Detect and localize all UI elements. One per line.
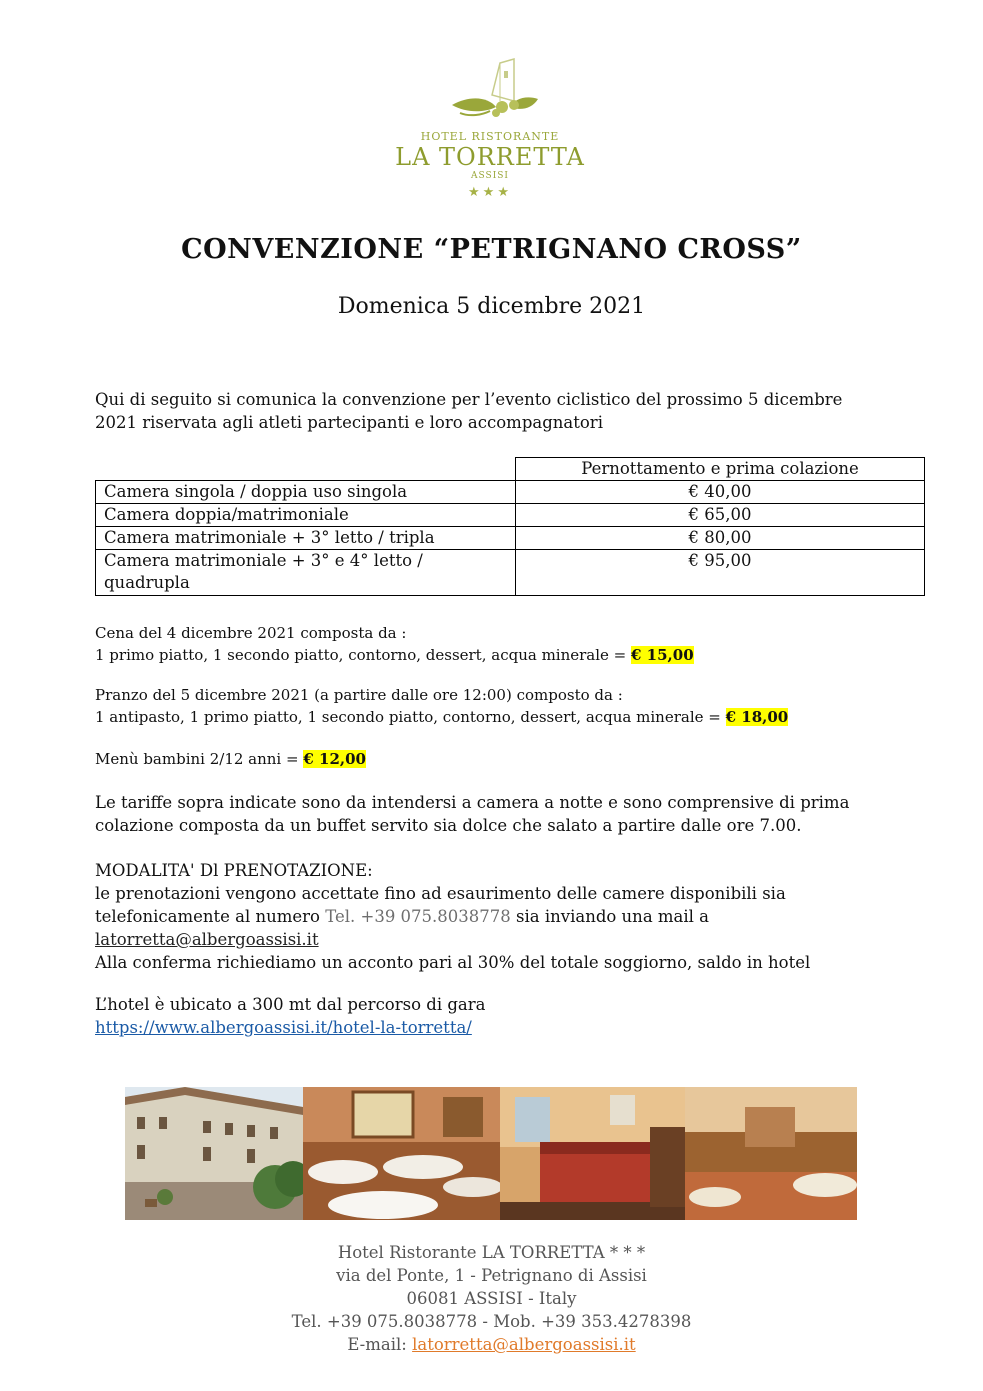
room-type-cell [96, 550, 516, 596]
location-section [95, 993, 925, 1039]
dinner-price: € 15,00 [631, 646, 694, 664]
footer-city: 06081 ASSISI - Italy [406, 1289, 577, 1308]
room-type-cell: Camera singola / doppia uso singola [96, 481, 516, 504]
booking-line [95, 905, 925, 928]
tower-icon [492, 59, 514, 101]
logo-la-torretta: LA TORRETTA [395, 143, 585, 171]
hotel-room-photo [500, 1087, 685, 1220]
footer-phones: Tel. +39 075.8038778 - Mob. +39 353.4278398 [291, 1312, 692, 1331]
lunch-heading: Pranzo del 5 dicembre 2021 (a partire dalle ore 12:00) composto da : [95, 686, 623, 704]
logo-stars: ★★★ [468, 185, 512, 200]
dinner-menu [95, 644, 915, 666]
lobby-photo [685, 1087, 857, 1220]
dinner-menu-text: 1 primo piatto, 1 secondo piatto, contorno, dessert, acqua minerale = [95, 646, 632, 664]
lunch-offer [95, 684, 915, 728]
location-text: L’hotel è ubicato a 300 mt dal percorso di gara [95, 995, 486, 1014]
kids-menu [95, 748, 695, 770]
booking-text: telefonicamente al numero [95, 907, 326, 926]
intro-paragraph [95, 388, 895, 434]
room-price-cell: € 40,00 [516, 481, 925, 504]
table-header-cell: Pernottamento e prima colazione [516, 458, 925, 481]
logo-assisi: ASSISI [471, 171, 509, 181]
room-price-cell: € 95,00 [516, 550, 925, 596]
kids-menu-price: € 12,00 [303, 750, 366, 768]
rates-note-line: colazione composta da un buffet servito sia dolce che salato a partire dalle ore 7.00. [95, 816, 802, 835]
table-row [96, 504, 925, 527]
table-header-empty [96, 458, 516, 481]
footer-address [0, 1241, 983, 1356]
booking-phone[interactable]: Tel. +39 075.8038778 [325, 907, 511, 926]
restaurant-photo [303, 1087, 500, 1220]
leaves-icon [452, 97, 538, 117]
booking-email-link[interactable]: latorretta@albergoassisi.it [95, 930, 319, 949]
footer-email-link[interactable]: latorretta@albergoassisi.it [412, 1335, 636, 1354]
booking-heading: MODALITA' Dl PRENOTAZIONE: [95, 861, 373, 880]
footer-hotel-name: Hotel Ristorante LA TORRETTA * * * [337, 1243, 646, 1262]
hotel-exterior-photo [125, 1087, 303, 1220]
booking-text: sia inviando una mail a [510, 907, 710, 926]
footer-street: via del Ponte, 1 - Petrignano di Assisi [336, 1266, 647, 1285]
table-row [96, 527, 925, 550]
booking-email-row [95, 928, 925, 951]
intro-line: Qui di seguito si comunica la convenzione per l’evento ciclistico del prossimo 5 dicembre [95, 390, 843, 409]
room-type-line: quadrupla [104, 573, 190, 592]
footer-email-row [0, 1333, 983, 1356]
event-date: Domenica 5 dicembre 2021 [337, 294, 646, 319]
page-title: CONVENZIONE “PETRIGNANO CROSS” [181, 234, 802, 265]
rates-note-line: Le tariffe sopra indicate sono da intendersi a camera a notte e sono comprensive di prima [95, 793, 850, 812]
room-type-cell: Camera matrimoniale + 3° letto / tripla [96, 527, 516, 550]
room-price-table [95, 457, 925, 596]
lunch-menu-text: 1 antipasto, 1 primo piatto, 1 secondo piatto, contorno, dessert, acqua minerale = [95, 708, 726, 726]
lunch-menu [95, 706, 915, 728]
room-type-line: Camera matrimoniale + 3° e 4° letto / [104, 551, 423, 570]
booking-section [95, 859, 925, 974]
table-row [96, 550, 925, 596]
room-price-cell: € 80,00 [516, 527, 925, 550]
booking-line: le prenotazioni vengono accettate fino ad esaurimento delle camere disponibili sia [95, 884, 786, 903]
hotel-website-link[interactable]: https://www.albergoassisi.it/hotel-la-torretta/ [95, 1018, 472, 1037]
table-header-row [96, 458, 925, 481]
logo-hotel-ristorante: HOTEL RISTORANTE [420, 130, 560, 143]
table-row [96, 481, 925, 504]
dinner-heading: Cena del 4 dicembre 2021 composta da : [95, 624, 407, 642]
kids-menu-text: Menù bambini 2/12 anni = [95, 750, 304, 768]
booking-line: Alla conferma richiediamo un acconto pari al 30% del totale soggiorno, saldo in hotel [95, 953, 811, 972]
room-type-cell: Camera doppia/matrimoniale [96, 504, 516, 527]
dinner-offer [95, 622, 915, 666]
footer-email-label: E-mail: [347, 1335, 413, 1354]
intro-line: 2021 riservata agli atleti partecipanti e loro accompagnatori [95, 413, 603, 432]
rates-note [95, 791, 925, 837]
lunch-price: € 18,00 [725, 708, 789, 726]
room-price-cell: € 65,00 [516, 504, 925, 527]
